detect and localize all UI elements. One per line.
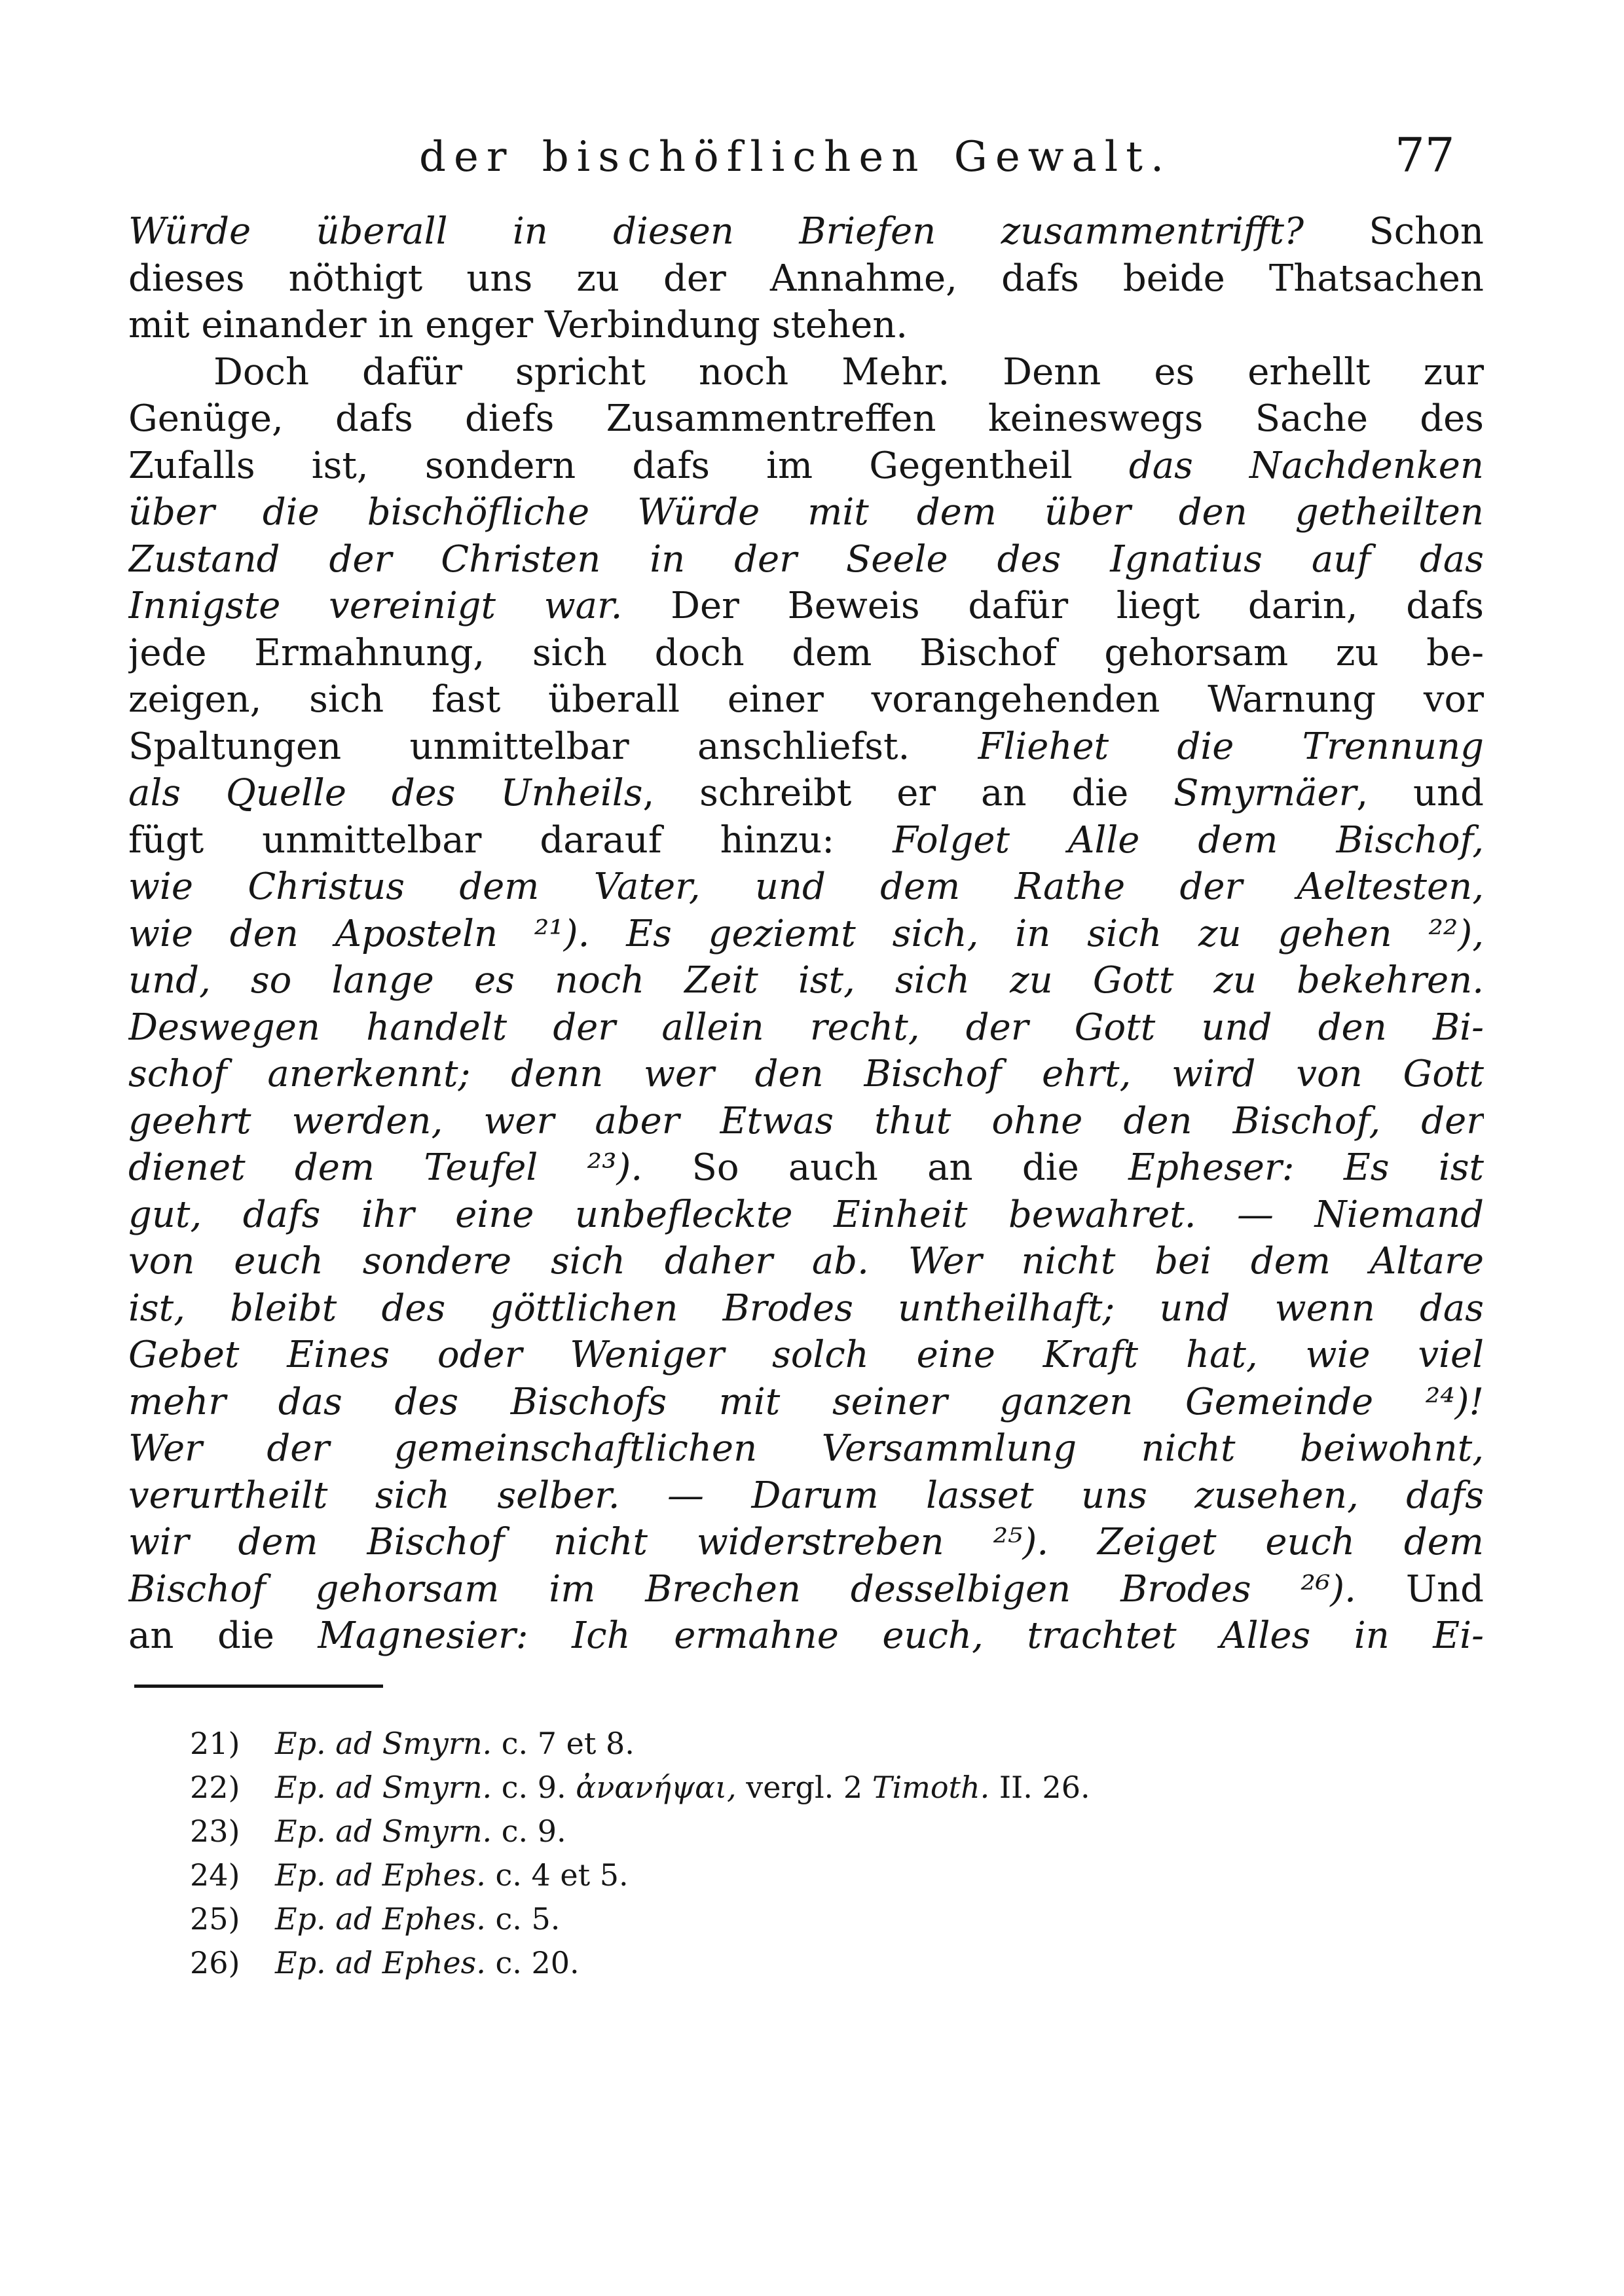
footnote-text: Ep. ad Smyrn. (275, 1770, 492, 1805)
text-segment: dieses nöthigt uns zu der Annahme, dafs beide Thatsachen (128, 257, 1484, 300)
text-segment: Bischof gehorsam im Brechen desselbigen Brodes ²⁶). (128, 1567, 1356, 1611)
text-segment: wir dem Bischof nicht widerstreben ²⁵). Zeiget euch dem (128, 1521, 1484, 1563)
footnote-number: 22) (190, 1770, 240, 1805)
text-line (128, 864, 1484, 911)
text-segment: verurtheilt sich selber. — Darum lasset uns zusehen, dafs (128, 1474, 1484, 1517)
footnote (190, 1810, 1434, 1853)
text-segment: Zufalls ist, sondern dafs im Gegentheil (128, 444, 1129, 487)
text-segment: Schon (1304, 210, 1484, 253)
page-number: 77 (1395, 128, 1455, 183)
footnote-text: c. 20. (485, 1945, 580, 1980)
text-segment: Spaltungen unmittelbar anschliefst. (128, 725, 978, 768)
text-segment: Smyrnäer (1173, 772, 1357, 814)
text-line (128, 302, 1484, 349)
text-segment: gut, dafs ihr eine unbefleckte Einheit bewahret. — Niemand (128, 1193, 1484, 1236)
footnote-text: Ep. ad Smyrn. (275, 1726, 492, 1761)
text-segment: Wer der gemeinschaftlichen Versammlung nicht beiwohnt, (128, 1427, 1484, 1470)
text-line (128, 817, 1484, 864)
text-segment: mehr das des Bischofs mit seiner ganzen Gemeinde ²⁴)! (128, 1380, 1484, 1423)
text-line (128, 1613, 1484, 1660)
text-segment: geehrt werden, wer aber Etwas thut ohne den Bischof, der (128, 1099, 1484, 1142)
footnote-separator (134, 1685, 383, 1688)
text-line (128, 1566, 1484, 1613)
text-segment: Folget Alle dem Bischof, (893, 818, 1484, 862)
text-line (128, 770, 1484, 817)
text-line (128, 723, 1484, 771)
footnote-number: 21) (190, 1726, 240, 1761)
text-segment: dienet dem Teufel ²³). (128, 1146, 643, 1189)
footnote (190, 1853, 1434, 1897)
text-line (128, 1379, 1484, 1426)
text-segment: , schreibt er an die (642, 772, 1174, 814)
text-segment: Und (1356, 1567, 1484, 1611)
text-line (128, 1519, 1484, 1566)
footnote-text: Ep. ad Ephes. (275, 1901, 486, 1937)
footnote-number: 23) (190, 1813, 240, 1849)
text-line (128, 583, 1484, 630)
text-line (128, 676, 1484, 723)
footnote-number: 24) (190, 1857, 240, 1893)
text-segment: Magnesier: Ich ermahne euch, trachtet Alles in Ei- (318, 1614, 1484, 1657)
text-segment: So auch an die (642, 1146, 1129, 1189)
footnote-text: c. 5. (485, 1901, 561, 1937)
text-line (128, 255, 1484, 302)
text-segment: Würde überall in diesen Briefen zusammentrifft? (128, 210, 1304, 253)
footnote-text: Ep. ad Smyrn. (275, 1813, 492, 1849)
footnote-text: II. 26. (989, 1770, 1090, 1805)
text-line (128, 1285, 1484, 1332)
footnote-text: c. 9. (492, 1813, 566, 1849)
text-segment: an die (128, 1614, 318, 1657)
footnote-text: vergl. 2 (736, 1770, 872, 1805)
footnote-text: c. 9. (492, 1770, 576, 1805)
text-segment: Fliehet die Trennung (978, 725, 1484, 768)
text-segment: Doch dafür spricht noch Mehr. Denn es erhellt zur (213, 350, 1484, 393)
footnote (190, 1897, 1434, 1941)
text-line (128, 395, 1484, 443)
text-line (128, 1098, 1484, 1145)
text-segment: und, so lange es noch Zeit ist, sich zu Gott zu bekehren. (128, 959, 1484, 1002)
text-line (128, 349, 1484, 396)
footnote-text: c. 4 et 5. (485, 1857, 629, 1893)
text-line (128, 536, 1484, 583)
text-segment: wie Christus dem Vater, und dem Rathe der Aeltesten, (128, 866, 1484, 908)
text-line (128, 1051, 1484, 1098)
footnote-text: ἀνανήψαι, (576, 1770, 737, 1805)
text-segment: zeigen, sich fast überall einer vorangehenden Warnung vor (128, 678, 1484, 721)
text-line (128, 443, 1484, 490)
text-line (128, 1238, 1484, 1285)
text-segment: mit einander in enger Verbindung stehen. (128, 304, 908, 346)
footnote-text: Ep. ad Ephes. (275, 1945, 486, 1980)
text-line (128, 1472, 1484, 1520)
text-line (128, 957, 1484, 1004)
text-segment: Zustand der Christen in der Seele des Ignatius auf das (128, 538, 1484, 581)
text-segment: Genüge, dafs diefs Zusammentreffen keineswegs Sache des (128, 397, 1484, 440)
footnote (190, 1941, 1434, 1985)
text-segment: schof anerkennt; denn wer den Bischof ehrt, wird von Gott (128, 1053, 1484, 1095)
text-line (128, 1144, 1484, 1192)
text-segment: als Quelle des Unheils (128, 772, 643, 814)
text-segment: fügt unmittelbar darauf hinzu: (128, 818, 893, 862)
footnote (190, 1766, 1434, 1810)
footnotes (190, 1722, 1434, 1985)
text-segment: Epheser: Es ist (1128, 1146, 1484, 1189)
running-title: der bischöflichen Gewalt. (419, 133, 1172, 181)
footnote-text: c. 7 et 8. (492, 1726, 635, 1761)
footnote-text: Ep. ad Ephes. (275, 1857, 486, 1893)
text-line (128, 1332, 1484, 1379)
text-segment: Der Beweis dafür liegt darin, dafs (622, 585, 1484, 627)
footnote (190, 1722, 1434, 1766)
text-segment: Gebet Eines oder Weniger solch eine Kraft hat, wie viel (128, 1334, 1484, 1376)
footnote-number: 25) (190, 1901, 240, 1937)
text-line (128, 208, 1484, 255)
text-segment: wie den Aposteln ²¹). Es geziemt sich, in sich zu gehen ²²), (128, 912, 1484, 955)
text-line (128, 1004, 1484, 1051)
text-segment: von euch sondere sich daher ab. Wer nicht bei dem Altare (128, 1240, 1484, 1283)
text-line (128, 1192, 1484, 1239)
text-segment: über die bischöfliche Würde mit dem über den getheilten (128, 491, 1484, 534)
text-segment: das Nachdenken (1128, 444, 1484, 487)
text-segment: , und (1356, 772, 1484, 814)
footnote-text: Timoth. (872, 1770, 990, 1805)
text-segment: Deswegen handelt der allein recht, der Gott und den Bi- (128, 1006, 1484, 1049)
page-header (0, 121, 1624, 200)
text-segment: ist, bleibt des göttlichen Brodes untheilhaft; und wenn das (128, 1286, 1484, 1330)
text-line (128, 911, 1484, 958)
text-line (128, 630, 1484, 677)
footnote-number: 26) (190, 1945, 240, 1980)
text-line (128, 489, 1484, 536)
text-segment: jede Ermahnung, sich doch dem Bischof gehorsam zu be- (128, 631, 1484, 674)
main-text (128, 208, 1484, 1660)
text-segment: Innigste vereinigt war. (128, 585, 623, 627)
text-line (128, 1425, 1484, 1472)
